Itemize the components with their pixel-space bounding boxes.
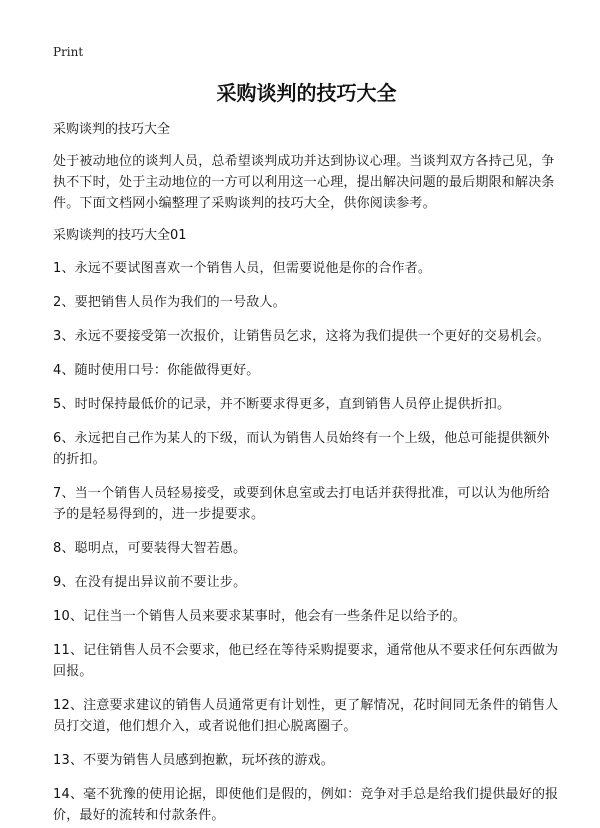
tip-item: 14、毫不犹豫的使用论据，即使他们是假的，例如：竞争对手总是给我们提供最好的报价，最好的流转和付款条件。 (53, 787, 559, 823)
tip-item: 13、不要为销售人员感到抱歉，玩坏孩的游戏。 (53, 753, 334, 768)
tip-item: 8、聪明点，可要装得大智若愚。 (53, 541, 247, 556)
tips-list (53, 258, 560, 826)
tip-item: 7、当一个销售人员轻易接受，或要到休息室或去打电话并获得批准，可以认为他所给予的是轻易得到的，进一步提要求。 (53, 486, 550, 522)
tip-item: 9、在没有提出异议前不要让步。 (53, 575, 247, 590)
article-subtitle: 采购谈判的技巧大全 (53, 122, 171, 137)
tip-item: 2、要把销售人员作为我们的一号敌人。 (53, 295, 286, 310)
tip-item: 3、永远不要接受第一次报价，让销售员乞求，这将为我们提供一个更好的交易机会。 (53, 329, 550, 344)
intro-paragraph: 处于被动地位的谈判人员，总希望谈判成功并达到协议心理。当谈判双方各持己见，争执不下时，处于主动地位的一方可以利用这一心理，提出解决问题的最后期限和解决条件。下面文档网小编整理了采购谈判的技巧大全，供你阅读参考。 (53, 154, 555, 211)
tip-item: 10、记住当一个销售人员来要求某事时，他会有一些条件足以给予的。 (53, 609, 466, 624)
tip-item: 4、随时使用口号：你能做得更好。 (53, 363, 260, 378)
tip-item: 12、注意要求建议的销售人员通常更有计划性，更了解情况，花时间同无条件的销售人员打交道，他们想介入，或者说他们担心脱离圈子。 (53, 698, 559, 734)
page-title: 采购谈判的技巧大全 (216, 81, 397, 105)
tip-item: 11、记住销售人员不会要求，他已经在等待采购提要求，通常他从不要求任何东西做为回报。 (53, 643, 559, 679)
section-heading: 采购谈判的技巧大全01 (53, 228, 187, 243)
tip-item: 6、永远把自己作为某人的下级，而认为销售人员始终有一个上级，他总可能提供额外的折扣。 (53, 431, 550, 467)
tip-item: 5、时时保持最低价的记录，并不断要求得更多，直到销售人员停止提供折扣。 (53, 397, 511, 412)
tip-item: 1、永远不要试图喜欢一个销售人员，但需要说他是你的合作者。 (53, 261, 432, 276)
print-link[interactable]: Print (53, 45, 84, 59)
